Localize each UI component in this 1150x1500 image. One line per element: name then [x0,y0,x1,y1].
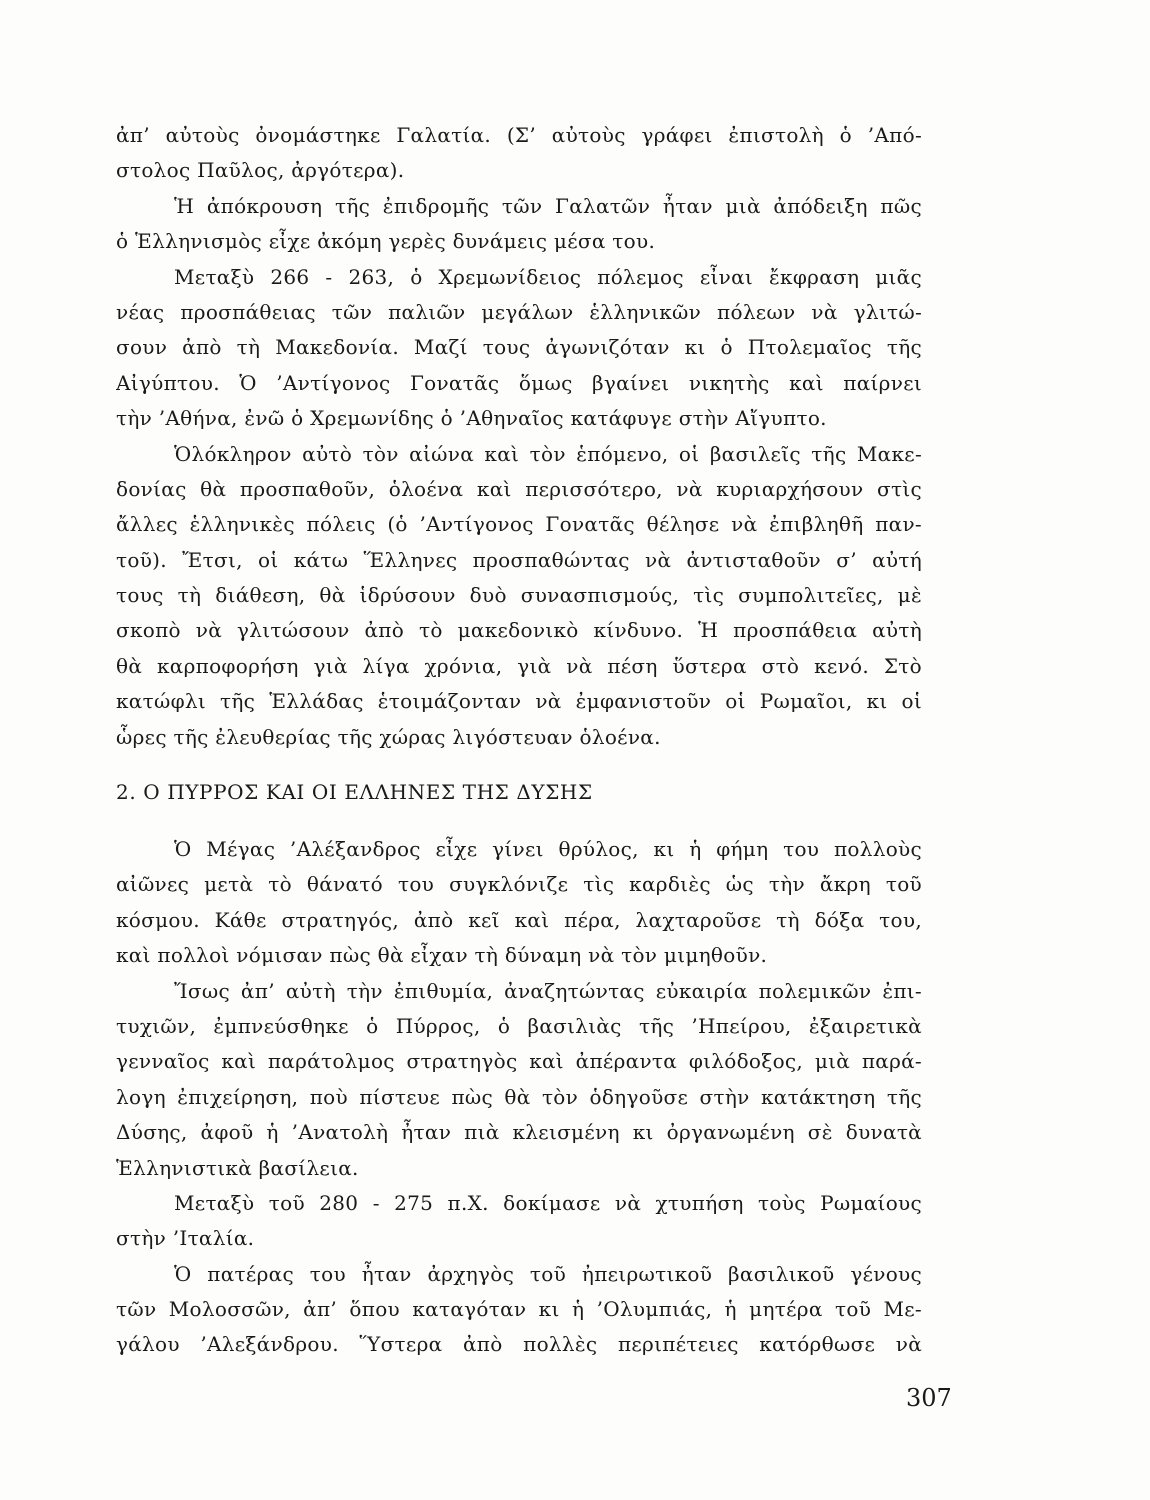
text-line: ὁ Ἑλληνισμὸς εἶχε ἀκόμη γερὲς δυνάμεις μέσα του. [116,229,656,254]
text-line: Μεταξὺ τοῦ 280 - 275 π.Χ. δοκίμασε νὰ χτυπήση τοὺς Ρωμαίους [174,1190,922,1215]
text-line: κόσμου. Κάθε στρατηγός, ἀπὸ κεῖ καὶ πέρα, λαχταροῦσε τὴ δόξα του, [116,907,922,932]
text-line: Μεταξὺ 266 - 263, ὁ Χρεμωνίδειος πόλεμος εἶναι ἔκφραση μιᾶς [174,264,922,289]
text-line: Ἴσως ἀπ’ αὐτὴ τὴν ἐπιθυμία, ἀναζητώντας εὐκαιρία πολεμικῶν ἐπι- [174,978,922,1003]
text-line: λογη ἐπιχείρηση, ποὺ πίστευε πὼς θὰ τὸν ὁδηγοῦσε στὴν κατάκτηση τῆς [116,1084,922,1109]
text-line: τοῦ). Ἔτσι, οἱ κάτω Ἕλληνες προσπαθώντας νὰ ἀντισταθοῦν σ’ αὐτή [116,547,922,572]
text-line: δονίας θὰ προσπαθοῦν, ὁλοένα καὶ περισσότερο, νὰ κυριαρχήσουν στὶς [116,476,922,501]
paragraph-block-galatians-chremonidean [116,118,922,755]
text-line: θὰ καρποφορήση γιὰ λίγα χρόνια, γιὰ νὰ πέση ὕστερα στὸ κενό. Στὸ [116,653,922,678]
text-line: Ὁ Μέγας ’Αλέξανδρος εἶχε γίνει θρύλος, κι ἡ φήμη του πολλοὺς [174,837,922,861]
page-number: 307 [906,1384,952,1412]
text-line: ἀπ’ αὐτοὺς ὀνομάστηκε Γαλατία. (Σ’ αὐτοὺς γράφει ἐπιστολὴ ὁ ’Από- [116,123,922,147]
section-heading: 2. Ο ΠΥΡΡΟΣ ΚΑΙ ΟΙ ΕΛΛΗΝΕΣ ΤΗΣ ΔΥΣΗΣ [116,780,593,804]
text-line: κατώφλι τῆς Ἑλλάδας ἑτοιμάζονταν νὰ ἐμφανιστοῦν οἱ Ρωμαῖοι, κι οἱ [116,689,922,714]
text-line: Ὁλόκληρον αὐτὸ τὸν αἰώνα καὶ τὸν ἑπόμενο, οἱ βασιλεῖς τῆς Μακε- [174,441,922,466]
text-line: γενναῖος καὶ παράτολμος στρατηγὸς καὶ ἀπέραντα φιλόδοξος, μιὰ παρά- [116,1049,922,1074]
text-line: ὧρες τῆς ἐλευθερίας τῆς χώρας λιγόστευαν ὁλοένα. [116,724,661,749]
text-line: τους τὴ διάθεση, θὰ ἱδρύσουν δυὸ συνασπισμούς, τὶς συμπολιτεῖες, μὲ [116,583,922,608]
text-line: ἄλλες ἑλληνικὲς πόλεις (ὁ ’Αντίγονος Γονατᾶς θέλησε νὰ ἐπιβληθῆ παν- [116,512,922,537]
text-line: στὴν ’Ιταλία. [116,1226,255,1251]
text-line: σκοπὸ νὰ γλιτώσουν ἀπὸ τὸ μακεδονικὸ κίνδυνο. Ἡ προσπάθεια αὐτὴ [116,618,922,643]
text-line: γάλου ’Αλεξάνδρου. Ὕστερα ἀπὸ πολλὲς περιπέτειες κατόρθωσε νὰ [116,1332,922,1357]
text-line: Αἰγύπτου. Ὁ ’Αντίγονος Γονατᾶς ὅμως βγαίνει νικητὴς καὶ παίρνει [116,370,922,395]
text-line: Δύσης, ἀφοῦ ἡ ’Ανατολὴ ἦταν πιὰ κλεισμένη κι ὀργανωμένη σὲ δυνατὰ [116,1120,922,1145]
text-line: τὴν ’Αθήνα, ἐνῶ ὁ Χρεμωνίδης ὁ ’Αθηναῖος κατάφυγε στὴν Αἴγυπτο. [116,406,827,431]
paragraph-block-pyrrhus [116,832,922,1363]
text-line: Ὁ πατέρας του ἦταν ἀρχηγὸς τοῦ ἠπειρωτικοῦ βασιλικοῦ γένους [174,1261,922,1286]
text-line: Ἡ ἀπόκρουση τῆς ἐπιδρομῆς τῶν Γαλατῶν ἦταν μιὰ ἀπόδειξη πῶς [174,193,922,218]
text-line: τυχιῶν, ἐμπνεύσθηκε ὁ Πύρρος, ὁ βασιλιὰς τῆς ’Ηπείρου, ἐξαιρετικὰ [116,1013,922,1038]
text-line: τῶν Μολοσσῶν, ἀπ’ ὅπου καταγόταν κι ἡ ’Ολυμπιάς, ἡ μητέρα τοῦ Με- [116,1297,922,1322]
text-line: στολος Παῦλος, ἀργότερα). [116,158,405,183]
text-line: καὶ πολλοὶ νόμισαν πὼς θὰ εἶχαν τὴ δύναμη νὰ τὸν μιμηθοῦν. [116,943,768,968]
text-line: νέας προσπάθειας τῶν παλιῶν μεγάλων ἑλληνικῶν πόλεων νὰ γλιτώ- [116,299,922,324]
text-line: σουν ἀπὸ τὴ Μακεδονία. Μαζί τους ἀγωνιζόταν κι ὁ Πτολεμαῖος τῆς [116,335,922,360]
text-line: αἰῶνες μετὰ τὸ θάνατό του συγκλόνιζε τὶς καρδιὲς ὡς τὴν ἄκρη τοῦ [116,872,922,897]
text-line: Ἑλληνιστικὰ βασίλεια. [116,1155,359,1180]
